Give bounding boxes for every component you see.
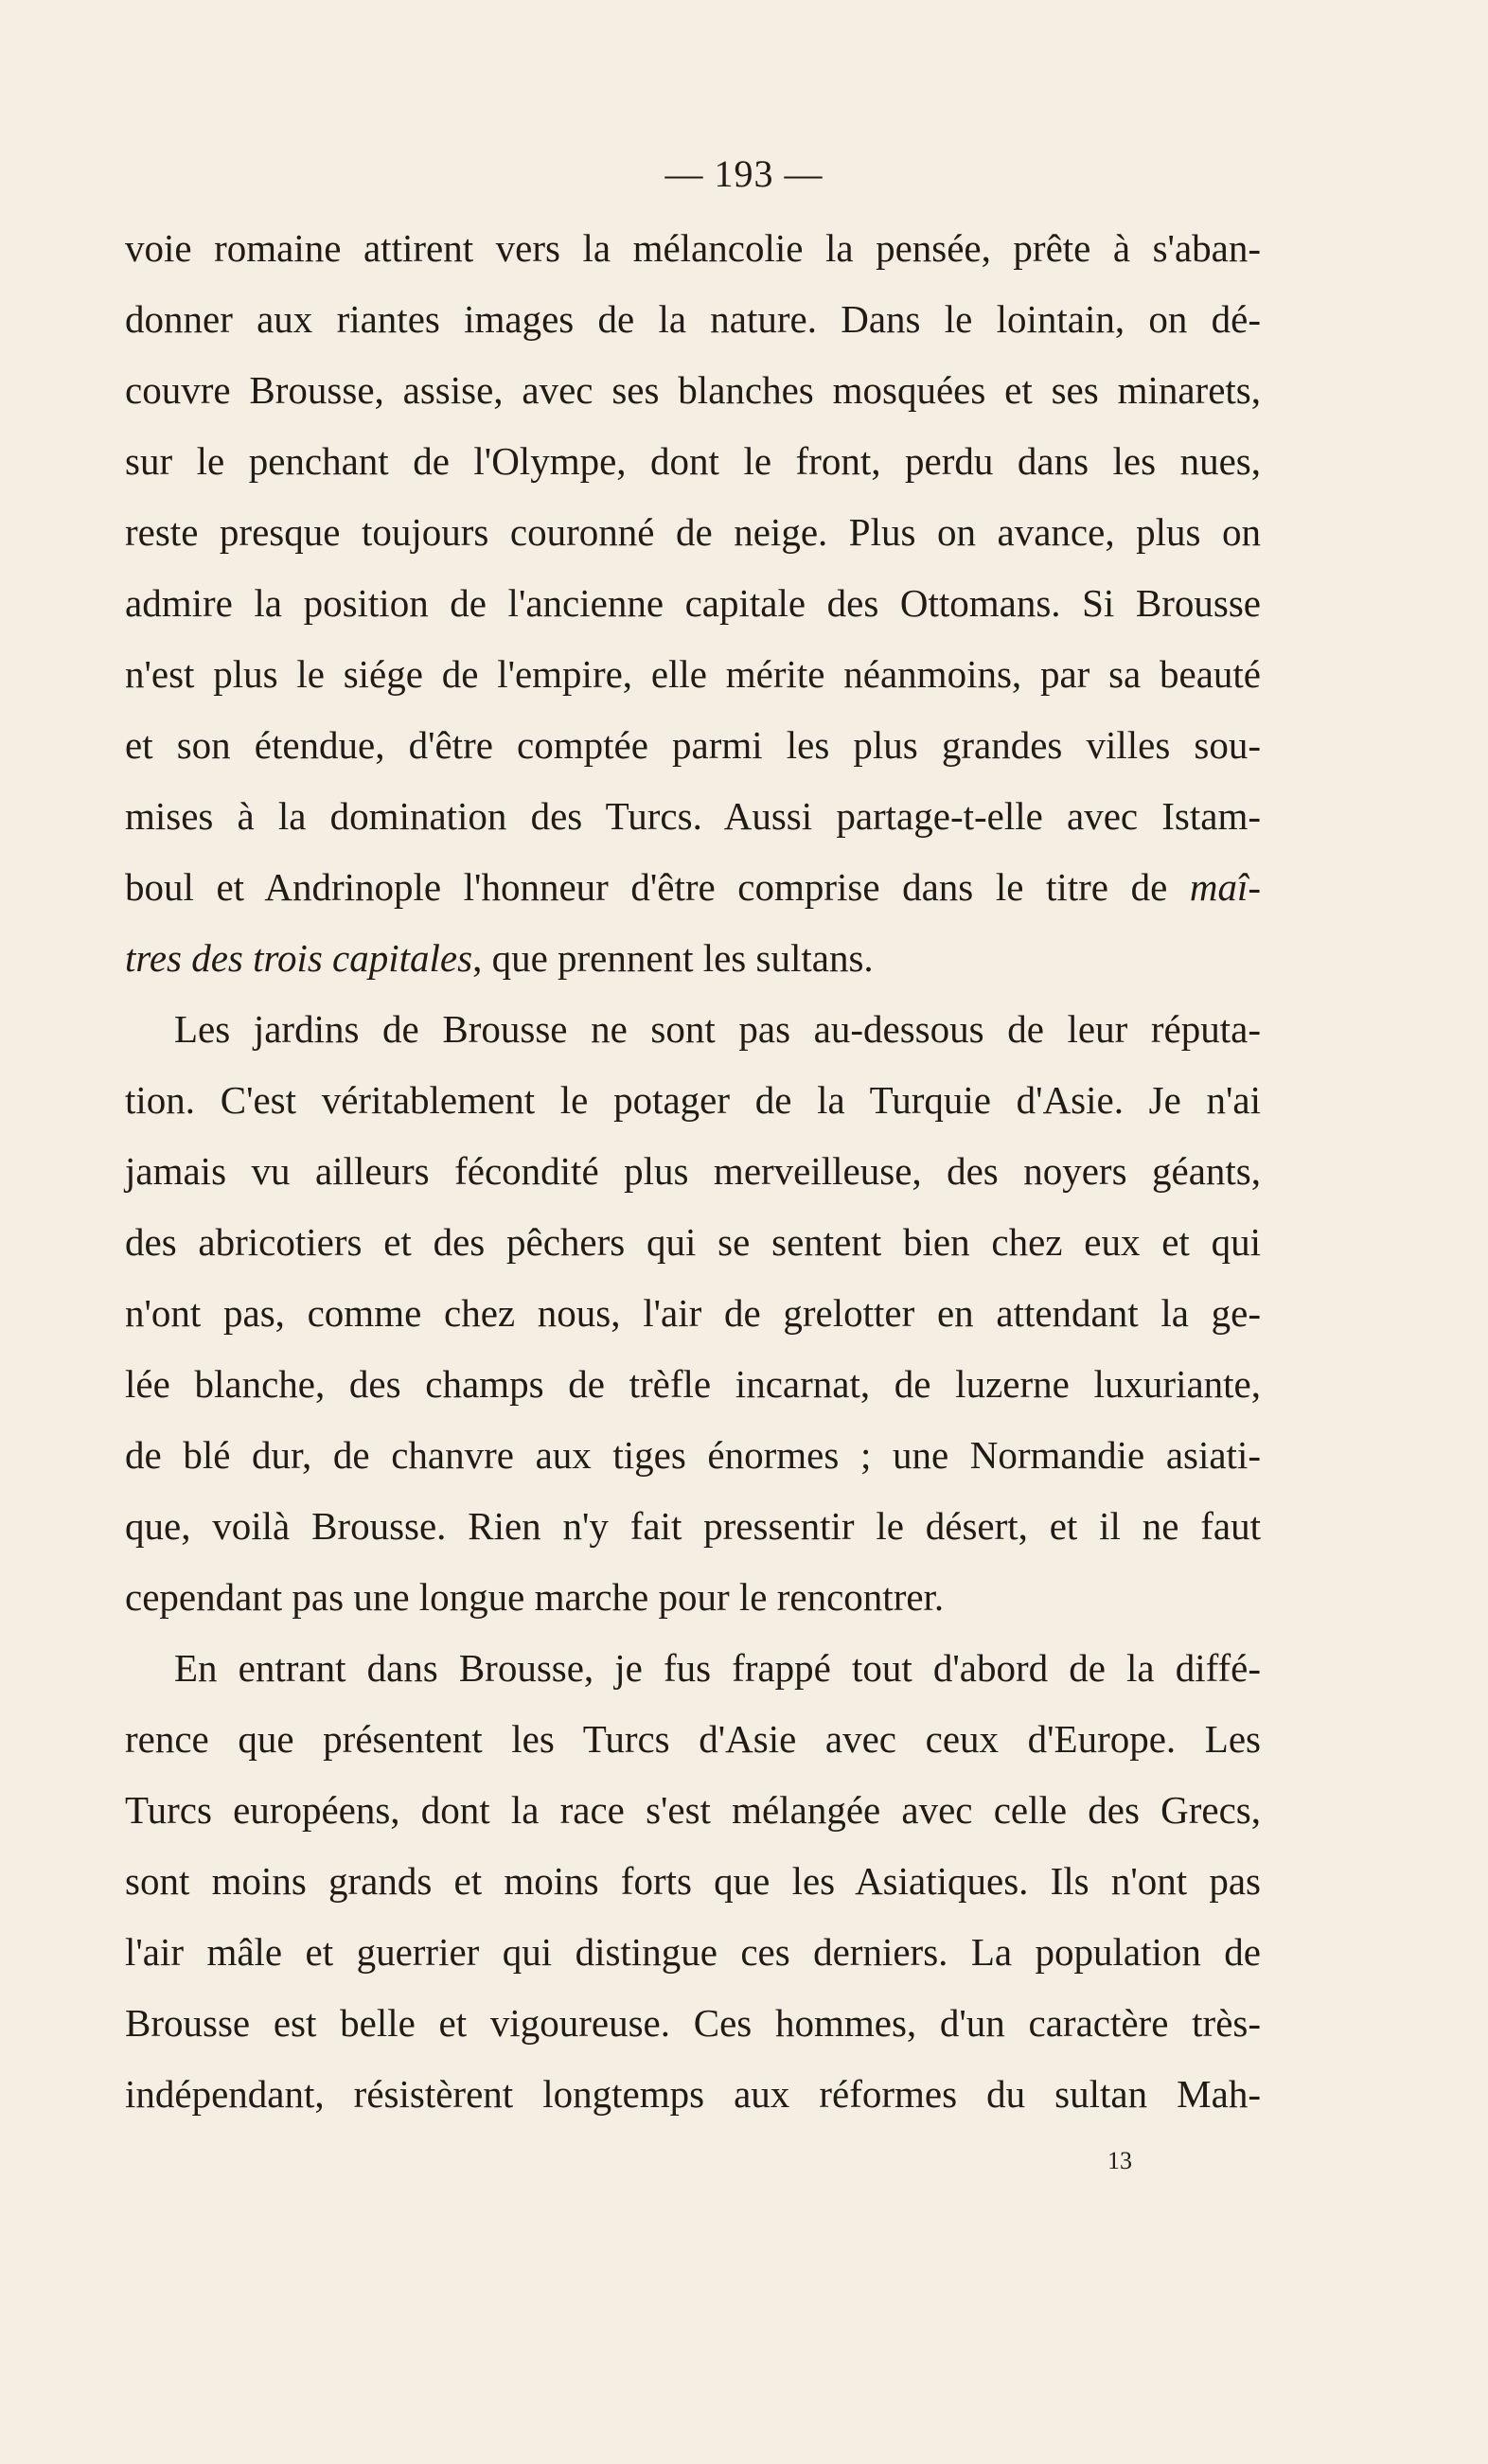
text-line: indépendant, résistèrent longtemps aux réformes du sultan Mah- [125,2072,1261,2116]
text-segment: boul et Andrinople l'honneur d'être comprise dans le titre de [125,865,1190,909]
text-line: l'air mâle et guerrier qui distingue ces derniers. La population de [125,1930,1261,1974]
text-line: lée blanche, des champs de trèfle incarnat, de luzerne luxuriante, [125,1362,1261,1406]
text-line: voie romaine attirent vers la mélancolie la pensée, prête à s'aban- [125,226,1261,270]
text-line: des abricotiers et des pêchers qui se sentent bien chez eux et qui [125,1220,1261,1264]
text-line: n'ont pas, comme chez nous, l'air de grelotter en attendant la ge- [125,1291,1261,1335]
text-line: admire la position de l'ancienne capitale des Ottomans. Si Brousse [125,581,1261,625]
text-line: donner aux riantes images de la nature. Dans le lointain, on dé- [125,297,1261,341]
text-line: mises à la domination des Turcs. Aussi partage-t-elle avec Istam- [125,794,1261,838]
body-text [125,213,1261,2130]
text-line: En entrant dans Brousse, je fus frappé tout d'abord de la diffé- [174,1646,1261,1690]
text-line: rence que présentent les Turcs d'Asie avec ceux d'Europe. Les [125,1717,1261,1761]
text-line: que, voilà Brousse. Rien n'y fait pressentir le désert, et il ne faut [125,1504,1261,1548]
italic-title-fragment: maî- [1189,865,1261,909]
italic-title: tres des trois capitales [125,936,473,980]
text-line: sont moins grands et moins forts que les Asiatiques. Ils n'ont pas [125,1859,1261,1903]
text-line: tion. C'est véritablement le potager de la Turquie d'Asie. Je n'ai [125,1078,1261,1122]
text-line: Brousse est belle et vigoureuse. Ces hommes, d'un caractère très- [125,2001,1261,2045]
page-number: — 193 — [664,152,824,195]
text-line: sur le penchant de l'Olympe, dont le front, perdu dans les nues, [125,439,1261,483]
text-line: jamais vu ailleurs fécondité plus merveilleuse, des noyers géants, [125,1149,1261,1193]
text-line: Turcs européens, dont la race s'est mélangée avec celle des Grecs, [125,1788,1261,1832]
text-line [125,852,1261,923]
text-line: Les jardins de Brousse ne sont pas au-dessous de leur réputa- [174,1007,1261,1051]
text-line [125,923,1261,994]
text-segment: , que prennent les sultans. [472,936,874,980]
signature-mark: 13 [1107,2147,1132,2174]
text-line: et son étendue, d'être comptée parmi les plus grandes villes sou- [125,723,1261,767]
text-line: couvre Brousse, assise, avec ses blanches mosquées et ses minarets, [125,368,1261,412]
text-line: cependant pas une longue marche pour le rencontrer. [125,1575,945,1619]
text-line: reste presque toujours couronné de neige. Plus on avance, plus on [125,510,1261,554]
text-line: de blé dur, de chanvre aux tiges énormes ; une Normandie asiati- [125,1433,1261,1477]
text-line: n'est plus le siége de l'empire, elle mérite néanmoins, par sa beauté [125,652,1261,696]
